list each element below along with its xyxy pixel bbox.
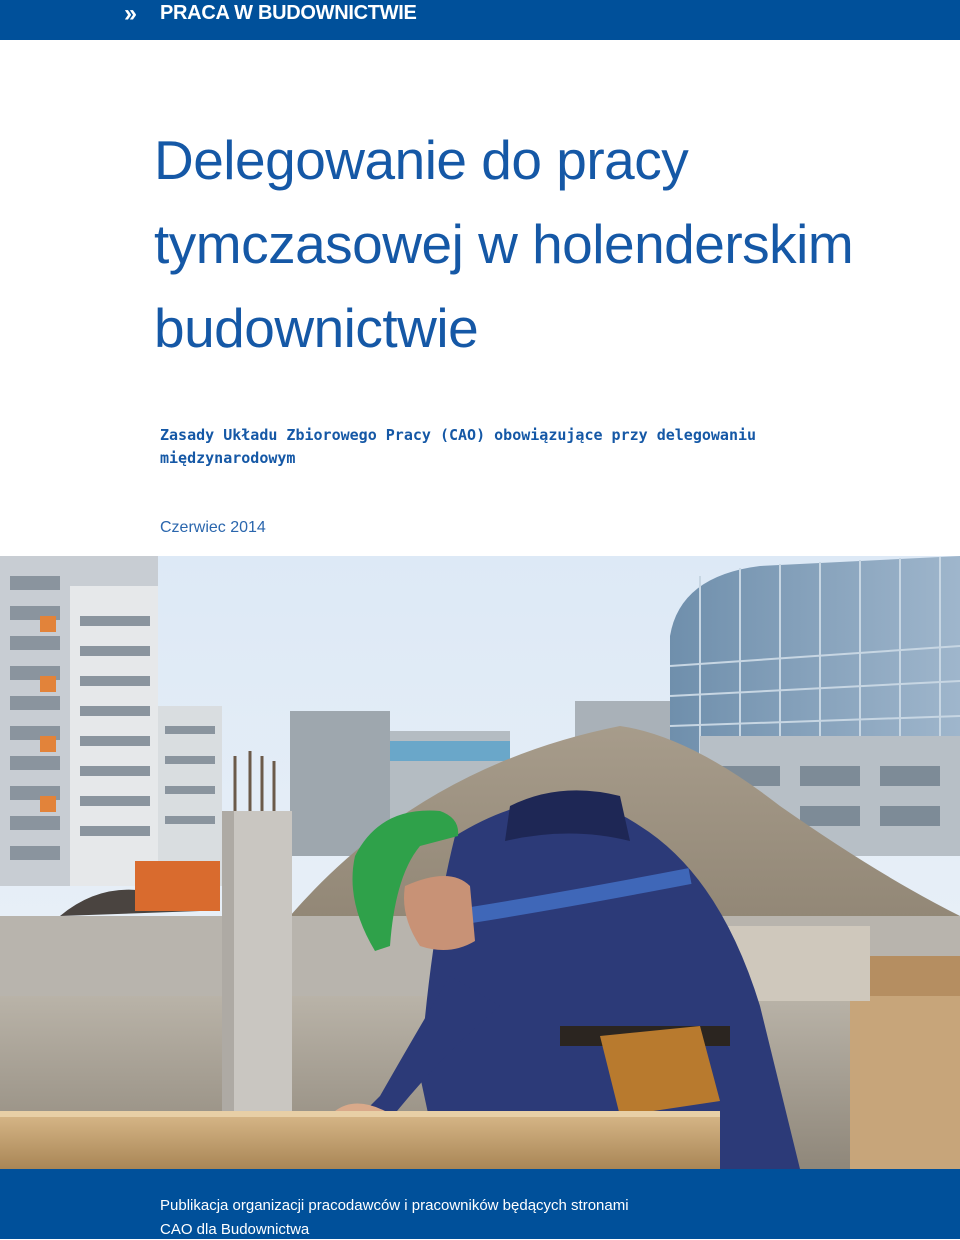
title-line: tymczasowej w holenderskim [154,213,854,275]
title-line: budownictwie [154,297,479,359]
series-title: PRACA W BUDOWNICTWIE [160,2,417,24]
document-title [154,118,853,370]
cover-photo [0,556,960,1169]
publication-date: Czerwiec 2014 [160,519,266,536]
title-line: Delegowanie do pracy [154,129,689,191]
subtitle-line: Zasady Układu Zbiorowego Pracy (CAO) obowiązujące przy delegowaniu [160,426,757,444]
subtitle-line: międzynarodowym [160,449,296,467]
document-subtitle [160,424,860,470]
footer-bar [0,1169,960,1239]
construction-worker-photo [0,556,960,1169]
footer-line: Publikacja organizacji pracodawców i pracowników będących stronami [160,1197,629,1214]
header-bar [0,0,960,40]
footer-line: CAO dla Budownictwa [160,1221,310,1238]
double-chevron-right-icon: ›› [124,0,134,27]
